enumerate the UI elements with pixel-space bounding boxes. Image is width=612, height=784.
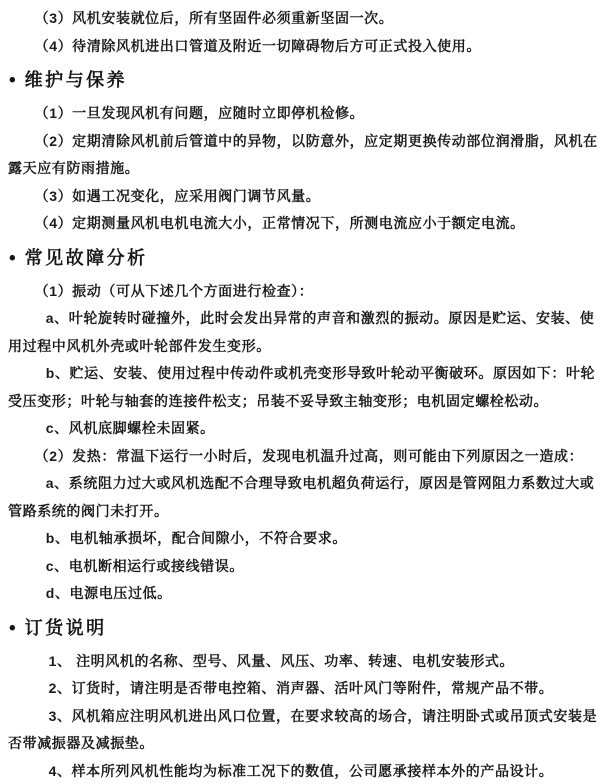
fault-subitem: a、系统阻力过大或风机选配不合理导致电机超负荷运行，原因是管网阻力系数过大或管路系统的阀门未打开。 (8, 475, 595, 519)
bullet-icon: • (9, 70, 16, 91)
intro-item-4: （4）待清除风机进出口管道及附近一切障碍物后方可正式投入使用。 (34, 37, 481, 54)
ordering-item: 1、 注明风机的名称、型号、风量、风压、功率、转速、电机安装形式。 (48, 652, 515, 669)
fault-subitem: d、电源电压过低。 (45, 585, 172, 601)
maintenance-item: （2）定期清除风机前后管道中的异物，以防意外，应定期更换传动部位润滑脂，风机在露天应有防雨措施。 (8, 132, 598, 176)
section-title-text: 常见故障分析 (24, 247, 148, 268)
section-title-faults (8, 247, 604, 270)
maintenance-item: （4）定期测量风机电机电流大小，正常情况下，所测电流应小于额定电流。 (34, 215, 525, 231)
section-title-maintenance (8, 69, 604, 92)
fault-subitem: c、风机底脚螺栓未固紧。 (45, 420, 215, 436)
fault-subitem: c、电机断相运行或接线错误。 (45, 557, 244, 574)
bullet-icon: • (9, 247, 16, 269)
fault-item: （2）发热：常温下运行一小时后，发现电机温升过高，则可能由下列原因之一造成： (34, 447, 584, 464)
fault-subitem: b、贮运、安装、使用过程中传动件或机壳变形导致叶轮动平衡破环。原因如下：叶轮受压变形；叶轮与轴套的连接件松支；吊装不妥导致主轴变形；电机固定螺栓松动。 (8, 365, 596, 409)
ordering-item: 2、订货时，请注明是否带电控箱、消声器、活叶风门等附件，常规产品不带。 (48, 680, 554, 696)
fault-item: （1）振动（可从下述几个方面进行检查）： (34, 282, 314, 299)
intro-item-3: （3）风机安装就位后，所有坚固件必须重新坚固一次。 (34, 10, 394, 26)
ordering-item: 4、样本所列风机性能均为标准工况下的数值，公司愿承接样本外的产品设计。 (48, 762, 554, 779)
maintenance-item: （3）如遇工况变化，应采用阀门调节风量。 (34, 187, 321, 204)
ordering-item: 3、风机箱应注明风机进出风口位置，在要求较高的场合，请注明卧式或吊顶式安装是否带减振器及减振垫。 (8, 707, 598, 751)
bullet-icon: • (9, 617, 16, 639)
section-title-ordering (8, 617, 604, 640)
fault-subitem: b、电机轴承损坏，配合间隙小，不符合要求。 (45, 530, 347, 546)
fault-subitem: a、叶轮旋转时碰撞外，此时会发出异常的声音和激烈的振动。原因是贮运、安装、使用过程中风机外壳或叶轮部件发生变形。 (8, 310, 595, 354)
section-title-text: 订货说明 (24, 617, 107, 638)
maintenance-item: （1）一旦发现风机有问题，应随时立即停机检修。 (34, 105, 365, 121)
section-title-text: 维护与保养 (24, 70, 128, 90)
